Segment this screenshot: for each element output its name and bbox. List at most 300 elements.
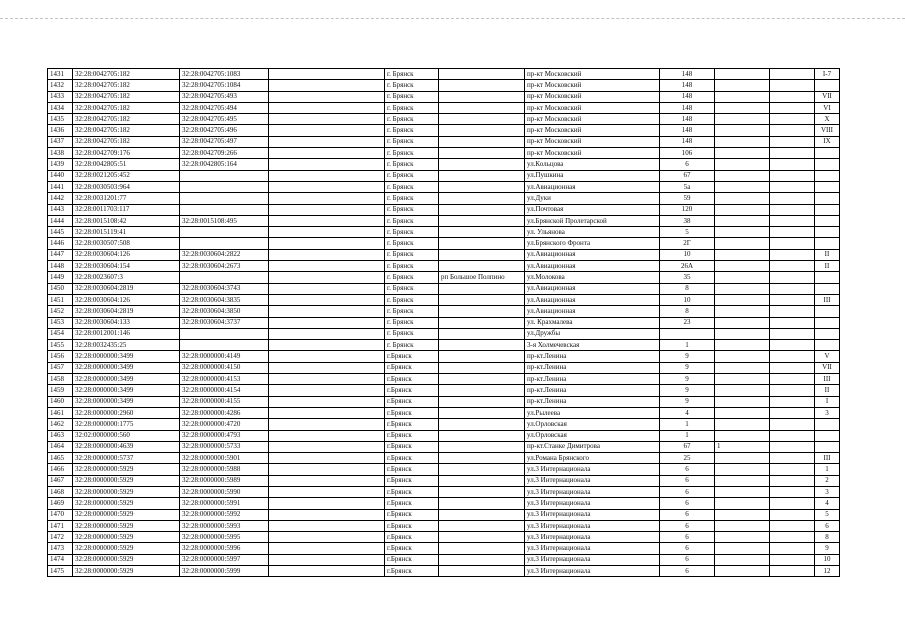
cell-num: 1436 bbox=[48, 125, 73, 136]
cell-building-cadastral: 32:28:0030604:2673 bbox=[180, 261, 269, 272]
cell-house: 148 bbox=[660, 80, 715, 91]
cell-blank-b bbox=[770, 396, 815, 407]
table-row bbox=[48, 475, 840, 486]
cell-num: 1442 bbox=[48, 193, 73, 204]
cell-num: 1454 bbox=[48, 328, 73, 339]
table-row bbox=[48, 543, 840, 554]
cell-city: г. Брянск bbox=[385, 227, 439, 238]
cell-corp bbox=[815, 238, 840, 249]
cell-blank-a bbox=[269, 475, 385, 486]
cell-num: 1439 bbox=[48, 159, 73, 170]
cell-blank-b bbox=[770, 554, 815, 565]
cell-flat bbox=[715, 554, 770, 565]
cell-corp: 4 bbox=[815, 498, 840, 509]
cell-street: ул.Брянской Пролетарской bbox=[525, 215, 660, 226]
cell-blank-a bbox=[269, 238, 385, 249]
table-row bbox=[48, 69, 840, 80]
cell-blank-b bbox=[770, 453, 815, 464]
cell-land-cadastral: 32:28:0042705:182 bbox=[73, 91, 180, 102]
cell-num: 1463 bbox=[48, 430, 73, 441]
cell-flat bbox=[715, 261, 770, 272]
cell-land-cadastral: 32:28:0000000:5929 bbox=[73, 543, 180, 554]
cell-num: 1455 bbox=[48, 340, 73, 351]
cell-blank-a bbox=[269, 554, 385, 565]
cell-street: пр-кт.Ленина bbox=[525, 396, 660, 407]
cell-num: 1450 bbox=[48, 283, 73, 294]
cell-corp bbox=[815, 441, 840, 452]
cell-num: 1471 bbox=[48, 520, 73, 531]
cell-land-cadastral: 32:28:0000000:3499 bbox=[73, 362, 180, 373]
cell-settlement bbox=[439, 215, 525, 226]
cell-land-cadastral: 32:28:0000000:3499 bbox=[73, 385, 180, 396]
cell-street: ул.Брянского Фронта bbox=[525, 238, 660, 249]
cell-city: г.Брянск bbox=[385, 385, 439, 396]
cell-house: 9 bbox=[660, 396, 715, 407]
cell-blank-a bbox=[269, 362, 385, 373]
cell-land-cadastral: 32:28:0042705:182 bbox=[73, 114, 180, 125]
cell-flat bbox=[715, 362, 770, 373]
cell-blank-b bbox=[770, 374, 815, 385]
cell-building-cadastral: 32:28:0000000:5901 bbox=[180, 453, 269, 464]
table-row bbox=[48, 125, 840, 136]
cell-building-cadastral: 32:28:0030604:3743 bbox=[180, 283, 269, 294]
cell-flat bbox=[715, 532, 770, 543]
cell-city: г.Брянск bbox=[385, 475, 439, 486]
cell-land-cadastral: 32:28:0030604:2819 bbox=[73, 306, 180, 317]
table-row bbox=[48, 317, 840, 328]
cell-house: 26А bbox=[660, 261, 715, 272]
cell-street: ул.Орловская bbox=[525, 430, 660, 441]
cell-street: ул.Авиационная bbox=[525, 294, 660, 305]
cell-num: 1474 bbox=[48, 554, 73, 565]
cell-num: 1440 bbox=[48, 170, 73, 181]
cell-blank-b bbox=[770, 294, 815, 305]
cell-street: ул.Рылеева bbox=[525, 407, 660, 418]
cell-corp bbox=[815, 80, 840, 91]
cell-blank-a bbox=[269, 385, 385, 396]
cell-city: г.Брянск bbox=[385, 396, 439, 407]
cell-city: г. Брянск bbox=[385, 215, 439, 226]
cell-house: 10 bbox=[660, 294, 715, 305]
cell-num: 1437 bbox=[48, 136, 73, 147]
cell-flat bbox=[715, 215, 770, 226]
cell-blank-a bbox=[269, 294, 385, 305]
cell-flat bbox=[715, 520, 770, 531]
cell-num: 1462 bbox=[48, 419, 73, 430]
cell-settlement bbox=[439, 170, 525, 181]
cell-city: г. Брянск bbox=[385, 181, 439, 192]
cell-city: г. Брянск bbox=[385, 91, 439, 102]
cell-land-cadastral: 32:28:0021205:452 bbox=[73, 170, 180, 181]
cell-house: 9 bbox=[660, 374, 715, 385]
table-row bbox=[48, 374, 840, 385]
cell-blank-a bbox=[269, 102, 385, 113]
cell-corp: III bbox=[815, 374, 840, 385]
cell-flat bbox=[715, 407, 770, 418]
cell-corp: 2 bbox=[815, 475, 840, 486]
cell-blank-a bbox=[269, 125, 385, 136]
cell-building-cadastral: 32:28:0000000:5996 bbox=[180, 543, 269, 554]
cell-building-cadastral: 32:28:0042705:493 bbox=[180, 91, 269, 102]
cell-house: 67 bbox=[660, 441, 715, 452]
cell-blank-b bbox=[770, 181, 815, 192]
cell-blank-b bbox=[770, 509, 815, 520]
cell-building-cadastral: 32:28:0000000:4150 bbox=[180, 362, 269, 373]
cell-corp bbox=[815, 181, 840, 192]
cell-flat bbox=[715, 509, 770, 520]
cell-flat bbox=[715, 475, 770, 486]
cell-flat bbox=[715, 125, 770, 136]
cell-building-cadastral: 32:28:0030604:2822 bbox=[180, 249, 269, 260]
cell-building-cadastral: 32:28:0000000:5992 bbox=[180, 509, 269, 520]
cell-blank-b bbox=[770, 306, 815, 317]
cell-settlement bbox=[439, 543, 525, 554]
cell-street: пр-кт Московский bbox=[525, 91, 660, 102]
cell-settlement bbox=[439, 148, 525, 159]
cell-land-cadastral: 32:28:0000000:5929 bbox=[73, 498, 180, 509]
cell-blank-b bbox=[770, 261, 815, 272]
cell-land-cadastral: 32:28:0042705:182 bbox=[73, 69, 180, 80]
cell-building-cadastral: 32:28:0000000:5988 bbox=[180, 464, 269, 475]
cell-flat bbox=[715, 351, 770, 362]
cell-num: 1444 bbox=[48, 215, 73, 226]
cell-street: ул.Кольцова bbox=[525, 159, 660, 170]
cell-settlement bbox=[439, 475, 525, 486]
cell-house: 6 bbox=[660, 509, 715, 520]
cell-blank-a bbox=[269, 69, 385, 80]
cell-city: г. Брянск bbox=[385, 272, 439, 283]
cell-settlement bbox=[439, 80, 525, 91]
cell-flat bbox=[715, 91, 770, 102]
cell-num: 1458 bbox=[48, 374, 73, 385]
cell-flat bbox=[715, 69, 770, 80]
cell-city: г. Брянск bbox=[385, 136, 439, 147]
cell-house: 1 bbox=[660, 430, 715, 441]
cell-flat: 1 bbox=[715, 441, 770, 452]
cell-house: 4 bbox=[660, 407, 715, 418]
cell-street: пр-кт.Станке Димитрова bbox=[525, 441, 660, 452]
cell-settlement bbox=[439, 340, 525, 351]
cell-land-cadastral: 32:28:0000000:3499 bbox=[73, 351, 180, 362]
cell-building-cadastral: 32:28:0042705:496 bbox=[180, 125, 269, 136]
cell-blank-a bbox=[269, 159, 385, 170]
cell-settlement bbox=[439, 419, 525, 430]
cell-blank-a bbox=[269, 486, 385, 497]
cell-corp: VIII bbox=[815, 125, 840, 136]
cell-num: 1468 bbox=[48, 486, 73, 497]
cell-corp bbox=[815, 148, 840, 159]
cell-num: 1475 bbox=[48, 566, 73, 577]
cell-land-cadastral: 32:28:0042705:182 bbox=[73, 102, 180, 113]
cell-house: 1 bbox=[660, 419, 715, 430]
cell-num: 1448 bbox=[48, 261, 73, 272]
cell-flat bbox=[715, 340, 770, 351]
cell-house: 38 bbox=[660, 215, 715, 226]
table-row bbox=[48, 486, 840, 497]
table-row bbox=[48, 261, 840, 272]
cell-street: ул.3 Интернационала bbox=[525, 532, 660, 543]
cell-house: 148 bbox=[660, 91, 715, 102]
cell-corp bbox=[815, 159, 840, 170]
cell-building-cadastral: 32:28:0000000:5999 bbox=[180, 566, 269, 577]
cell-num: 1452 bbox=[48, 306, 73, 317]
cell-blank-a bbox=[269, 419, 385, 430]
cell-num: 1457 bbox=[48, 362, 73, 373]
cell-blank-a bbox=[269, 340, 385, 351]
cell-corp: IX bbox=[815, 136, 840, 147]
cell-corp: V bbox=[815, 351, 840, 362]
cell-flat bbox=[715, 486, 770, 497]
cell-street: ул.3 Интернационала bbox=[525, 464, 660, 475]
cell-blank-b bbox=[770, 193, 815, 204]
table-row bbox=[48, 328, 840, 339]
cell-num: 1449 bbox=[48, 272, 73, 283]
cell-house: 148 bbox=[660, 125, 715, 136]
cell-city: г. Брянск bbox=[385, 317, 439, 328]
cell-building-cadastral bbox=[180, 193, 269, 204]
cell-house: 9 bbox=[660, 385, 715, 396]
cell-land-cadastral: 32:28:0030604:133 bbox=[73, 317, 180, 328]
cell-house: 67 bbox=[660, 170, 715, 181]
cell-blank-b bbox=[770, 464, 815, 475]
table-row bbox=[48, 520, 840, 531]
cell-building-cadastral: 32:28:0030604:3737 bbox=[180, 317, 269, 328]
cell-street: 3-я Холмечевская bbox=[525, 340, 660, 351]
cell-house: 148 bbox=[660, 102, 715, 113]
cell-land-cadastral: 32:28:0000000:1775 bbox=[73, 419, 180, 430]
cell-blank-b bbox=[770, 407, 815, 418]
cell-blank-a bbox=[269, 91, 385, 102]
cell-flat bbox=[715, 498, 770, 509]
cell-city: г.Брянск bbox=[385, 430, 439, 441]
cell-blank-b bbox=[770, 441, 815, 452]
cell-building-cadastral: 32:28:0000000:5989 bbox=[180, 475, 269, 486]
cell-street: ул.Дуки bbox=[525, 193, 660, 204]
cell-blank-b bbox=[770, 419, 815, 430]
cell-building-cadastral: 32:28:0000000:5733 bbox=[180, 441, 269, 452]
cell-settlement bbox=[439, 136, 525, 147]
cell-corp bbox=[815, 419, 840, 430]
cell-corp bbox=[815, 170, 840, 181]
table-row bbox=[48, 193, 840, 204]
cell-flat bbox=[715, 193, 770, 204]
cell-land-cadastral: 32:28:0011703:117 bbox=[73, 204, 180, 215]
cell-city: г. Брянск bbox=[385, 204, 439, 215]
cell-street: ул.3 Интернационала bbox=[525, 543, 660, 554]
cell-land-cadastral: 32:28:0000000:5929 bbox=[73, 509, 180, 520]
table-row bbox=[48, 249, 840, 260]
cell-settlement bbox=[439, 317, 525, 328]
cell-city: г. Брянск bbox=[385, 328, 439, 339]
cell-land-cadastral: 32:02:0000000:560 bbox=[73, 430, 180, 441]
cell-corp bbox=[815, 272, 840, 283]
cell-blank-a bbox=[269, 215, 385, 226]
cell-land-cadastral: 32:28:0030604:154 bbox=[73, 261, 180, 272]
cell-settlement bbox=[439, 407, 525, 418]
cell-building-cadastral: 32:28:0000000:4720 bbox=[180, 419, 269, 430]
cell-corp: 10 bbox=[815, 554, 840, 565]
cell-flat bbox=[715, 114, 770, 125]
cell-house: 6 bbox=[660, 159, 715, 170]
cell-city: г.Брянск bbox=[385, 464, 439, 475]
cell-num: 1473 bbox=[48, 543, 73, 554]
cell-building-cadastral: 32:28:0042705:495 bbox=[180, 114, 269, 125]
table-row bbox=[48, 340, 840, 351]
cell-house: 6 bbox=[660, 520, 715, 531]
cell-land-cadastral: 32:28:0000000:5929 bbox=[73, 520, 180, 531]
cell-flat bbox=[715, 566, 770, 577]
cell-land-cadastral: 32:28:0030604:126 bbox=[73, 294, 180, 305]
table-row bbox=[48, 238, 840, 249]
cell-num: 1453 bbox=[48, 317, 73, 328]
cell-street: ул.3 Интернационала bbox=[525, 520, 660, 531]
cell-blank-b bbox=[770, 249, 815, 260]
cell-blank-b bbox=[770, 351, 815, 362]
table-row bbox=[48, 306, 840, 317]
cell-building-cadastral bbox=[180, 340, 269, 351]
cell-city: г.Брянск bbox=[385, 441, 439, 452]
cell-house: 6 bbox=[660, 532, 715, 543]
table-row bbox=[48, 102, 840, 113]
cell-flat bbox=[715, 249, 770, 260]
cell-city: г. Брянск bbox=[385, 80, 439, 91]
cell-building-cadastral: 32:28:0000000:4153 bbox=[180, 374, 269, 385]
cell-blank-a bbox=[269, 283, 385, 294]
cell-settlement bbox=[439, 441, 525, 452]
cell-settlement bbox=[439, 181, 525, 192]
table-row bbox=[48, 136, 840, 147]
cell-land-cadastral: 32:28:0042705:182 bbox=[73, 136, 180, 147]
cell-building-cadastral: 32:28:0042705:1084 bbox=[180, 80, 269, 91]
cell-settlement bbox=[439, 306, 525, 317]
cell-num: 1469 bbox=[48, 498, 73, 509]
table-row bbox=[48, 498, 840, 509]
cell-flat bbox=[715, 159, 770, 170]
cell-blank-a bbox=[269, 566, 385, 577]
cell-street: ул.3 Интернационала bbox=[525, 554, 660, 565]
cell-city: г.Брянск bbox=[385, 486, 439, 497]
cell-flat bbox=[715, 430, 770, 441]
cell-building-cadastral: 32:28:0000000:5995 bbox=[180, 532, 269, 543]
cell-num: 1466 bbox=[48, 464, 73, 475]
cell-street: пр-кт.Ленина bbox=[525, 351, 660, 362]
cell-land-cadastral: 32:28:0000000:5929 bbox=[73, 554, 180, 565]
cell-blank-a bbox=[269, 328, 385, 339]
cell-flat bbox=[715, 102, 770, 113]
cell-city: г. Брянск bbox=[385, 102, 439, 113]
cell-flat bbox=[715, 283, 770, 294]
table-row bbox=[48, 430, 840, 441]
cell-city: г.Брянск bbox=[385, 543, 439, 554]
cell-house: 5 bbox=[660, 227, 715, 238]
cell-num: 1465 bbox=[48, 453, 73, 464]
cell-city: г.Брянск bbox=[385, 509, 439, 520]
cell-building-cadastral bbox=[180, 170, 269, 181]
cell-num: 1434 bbox=[48, 102, 73, 113]
cell-house: 59 bbox=[660, 193, 715, 204]
cell-city: г. Брянск bbox=[385, 283, 439, 294]
cell-city: г.Брянск bbox=[385, 520, 439, 531]
table-row bbox=[48, 441, 840, 452]
cell-settlement bbox=[439, 566, 525, 577]
cell-blank-a bbox=[269, 543, 385, 554]
cell-building-cadastral bbox=[180, 204, 269, 215]
cell-building-cadastral bbox=[180, 272, 269, 283]
cell-num: 1441 bbox=[48, 181, 73, 192]
cell-num: 1472 bbox=[48, 532, 73, 543]
cell-city: г.Брянск bbox=[385, 532, 439, 543]
cell-land-cadastral: 32:28:0042705:182 bbox=[73, 125, 180, 136]
cell-blank-b bbox=[770, 159, 815, 170]
cell-corp: VI bbox=[815, 102, 840, 113]
cell-building-cadastral bbox=[180, 227, 269, 238]
cell-settlement bbox=[439, 498, 525, 509]
cell-land-cadastral: 32:28:0012001:146 bbox=[73, 328, 180, 339]
cell-blank-b bbox=[770, 69, 815, 80]
cell-settlement bbox=[439, 520, 525, 531]
cell-building-cadastral: 32:28:0042805:164 bbox=[180, 159, 269, 170]
cell-house: 1 bbox=[660, 340, 715, 351]
cell-flat bbox=[715, 204, 770, 215]
cell-land-cadastral: 32:28:0000000:4639 bbox=[73, 441, 180, 452]
cell-blank-a bbox=[269, 464, 385, 475]
cell-building-cadastral: 32:28:0000000:4793 bbox=[180, 430, 269, 441]
cell-corp bbox=[815, 317, 840, 328]
cell-building-cadastral: 32:28:0000000:4155 bbox=[180, 396, 269, 407]
cell-blank-a bbox=[269, 498, 385, 509]
cell-corp bbox=[815, 283, 840, 294]
cell-num: 1433 bbox=[48, 91, 73, 102]
cell-blank-a bbox=[269, 374, 385, 385]
cell-building-cadastral: 32:28:0000000:5997 bbox=[180, 554, 269, 565]
cell-blank-b bbox=[770, 532, 815, 543]
cell-flat bbox=[715, 396, 770, 407]
cell-land-cadastral: 32:28:0030503:964 bbox=[73, 181, 180, 192]
cell-corp: I-7 bbox=[815, 69, 840, 80]
cell-flat bbox=[715, 328, 770, 339]
cell-house: 6 bbox=[660, 475, 715, 486]
cell-flat bbox=[715, 80, 770, 91]
cell-blank-b bbox=[770, 227, 815, 238]
cell-street: ул.3 Интернационала bbox=[525, 486, 660, 497]
table-row bbox=[48, 554, 840, 565]
cell-num: 1460 bbox=[48, 396, 73, 407]
cell-blank-b bbox=[770, 272, 815, 283]
cell-flat bbox=[715, 464, 770, 475]
cell-num: 1431 bbox=[48, 69, 73, 80]
cell-blank-b bbox=[770, 238, 815, 249]
cell-land-cadastral: 32:28:0042805:51 bbox=[73, 159, 180, 170]
cell-flat bbox=[715, 385, 770, 396]
cell-city: г. Брянск bbox=[385, 193, 439, 204]
cell-land-cadastral: 32:28:0030604:2819 bbox=[73, 283, 180, 294]
cell-corp: 12 bbox=[815, 566, 840, 577]
cell-blank-b bbox=[770, 80, 815, 91]
cell-house: 120 bbox=[660, 204, 715, 215]
cell-building-cadastral: 32:28:0042705:494 bbox=[180, 102, 269, 113]
cell-settlement bbox=[439, 362, 525, 373]
table-row bbox=[48, 532, 840, 543]
cell-house: 6 bbox=[660, 554, 715, 565]
cell-num: 1435 bbox=[48, 114, 73, 125]
cell-house: 148 bbox=[660, 69, 715, 80]
cell-blank-b bbox=[770, 566, 815, 577]
cell-city: г. Брянск bbox=[385, 238, 439, 249]
cell-blank-a bbox=[269, 509, 385, 520]
cell-street: пр-кт Московский bbox=[525, 148, 660, 159]
table-row bbox=[48, 148, 840, 159]
cell-settlement bbox=[439, 102, 525, 113]
